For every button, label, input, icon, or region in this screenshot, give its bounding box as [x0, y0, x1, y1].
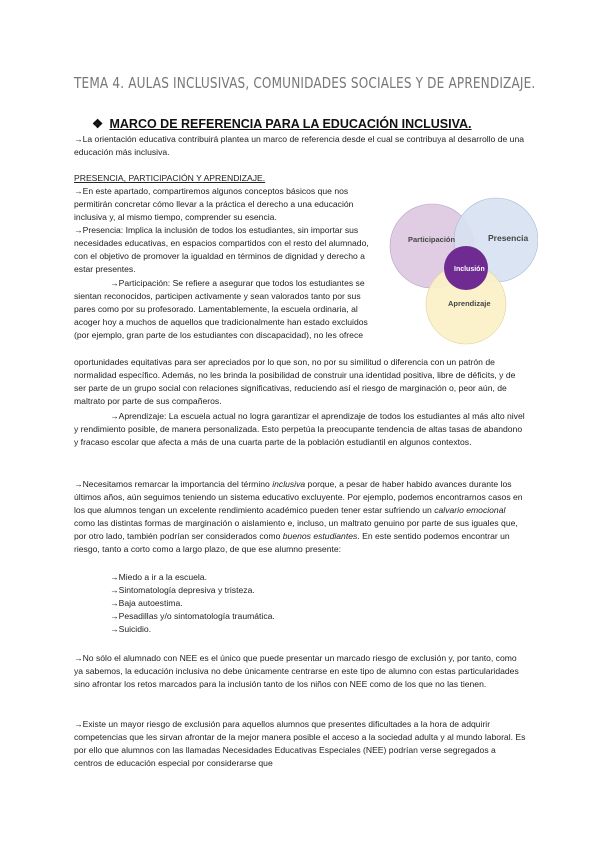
paragraph-mayor-riesgo: →Existe un mayor riesgo de exclusión para aquellos alumnos que presentes dificultades a la hora de adquirir competencias que les sirvan afrontar de la mejor manera posible el acceso a la sociedad adulta y al mundo laboral. Es por ello que alumnos con las llamadas Necesidades Educativas Especiales (NEE) podrían verse segregados a centros de educación especial por considerarse que [74, 719, 526, 769]
list-item: →Sintomatología depresiva y tristeza. [110, 585, 255, 596]
intro-paragraph: →La orientación educativa contribuirá plantea un marco de referencia desde el cual se contribuya al desarrollo de una educación más inclusiva. [74, 134, 525, 158]
list-item: →Miedo a ir a la escuela. [110, 572, 207, 582]
inclusion-label: Inclusión [454, 266, 485, 273]
aprendizaje-label: Aprendizaje [448, 299, 491, 308]
diamond-bullet-icon: ❖ [92, 117, 104, 131]
paragraph-inclusiva-text-1: →Necesitamos remarcar la importancia del término [74, 479, 273, 489]
list-item: →Pesadillas y/o sintomatología traumática. [110, 611, 275, 622]
paragraph-inclusiva [74, 478, 526, 557]
list-item: →Suicidio. [110, 624, 152, 635]
section-heading-text: MARCO DE REFERENCIA PARA LA EDUCACIÓN INCLUSIVA. [109, 117, 472, 131]
section-heading [92, 116, 472, 131]
paragraph-presencia: →Presencia: Implica la inclusión de todos los estudiantes, sin importar sus necesidades educativas, en espacios compartidos con el resto del alumnado, con el objetivo de promover la igualdad en términos de dignidad y derecho a estar presentes. [74, 225, 369, 275]
page-title: TEMA 4. AULAS INCLUSIVAS, COMUNIDADES SOCIALES Y DE APRENDIZAJE. [74, 74, 536, 92]
term-calvario-emocional: calvario emocional [434, 505, 506, 516]
presencia-label: Presencia [488, 233, 529, 243]
paragraph-inclusiva-text-2: porque, a pesar de haber habido avances durante los últimos años, aún seguimos teniendo un sistema educativo excluyente. Por ejemplo, podemos encontrarnos casos en los que alumnos tengan un excelente rendimiento académico pueden tener estar sufriendo un [74, 479, 523, 516]
paragraph-participacion-continued: oportunidades equitativas para ser apreciados por lo que son, no por su similitud o diferencia con un patrón de normalidad específico. Además, no les brinda la posibilidad de construir una identidad positiva, libre de déficits, y de ser parte de un grupo social con relaciones significativas, reduciendo así el riesgo de marginación o, peor aún, de maltrato por parte de sus compañeros. [74, 357, 516, 407]
term-buenos-estudiantes: buenos estudiantes [282, 531, 358, 542]
inclusion-venn-diagram [388, 196, 538, 346]
list-item: →Baja autoestima. [110, 598, 183, 609]
paragraph-intro-concepts: →En este apartado, compartiremos algunos conceptos básicos que nos permitirán concretar cómo llevar a la práctica el derecho a una educación inclusiva y, al mismo tiempo, comprender su esencia. [74, 186, 354, 223]
paragraph-inclusiva-text-4: . En este sentido podemos encontrar un riesgo, tanto a corto como a largo plazo, de que ese alumno presente: [74, 531, 510, 555]
paragraph-inclusiva-text-3: como las distintas formas de marginación o aislamiento e, incluso, un maltrato genuino por parte de sus iguales que, por otro lado, también podrían ser considerados como [74, 518, 518, 542]
risk-list [110, 571, 275, 636]
participacion-label: Participación [408, 235, 456, 244]
paragraph-participacion: →Participación: Se refiere a asegurar que todos los estudiantes se sientan reconocidos, participen activamente y sean valorados tanto por sus pares como por su profesorado. Lamentablemente, la escuela ordinaria, al acoger hoy a muchos de aquellos que tradicionalmente han estado excluidos (por ejemplo, gran parte de los estudiantes con discapacidad), no les ofrece [74, 278, 368, 341]
paragraph-nee-exclusion: →No sólo el alumnado con NEE es el único que puede presentar un marcado riesgo de exclusión y, por tanto, como ya sabemos, la educación inclusiva no debe únicamente centrarse en este tipo de alumno con estas particularidades sino afrontar los retos marcados para la inclusión tanto de los niños con NEE como de los que no las tienen. [74, 653, 519, 690]
paragraph-aprendizaje: →Aprendizaje: La escuela actual no logra garantizar el aprendizaje de todos los estudiantes al más alto nivel y rendimiento posible, de manera personalizada. Esto perpetúa la preocupante tendencia de altas tasas de abandono y fracaso escolar que afecta a más de una cuarta parte de la población estudiantil en algunos contextos. [74, 411, 525, 448]
term-inclusiva: inclusiva [272, 479, 306, 489]
subsection-heading: PRESENCIA, PARTICIPACIÓN Y APRENDIZAJE. [74, 173, 266, 183]
